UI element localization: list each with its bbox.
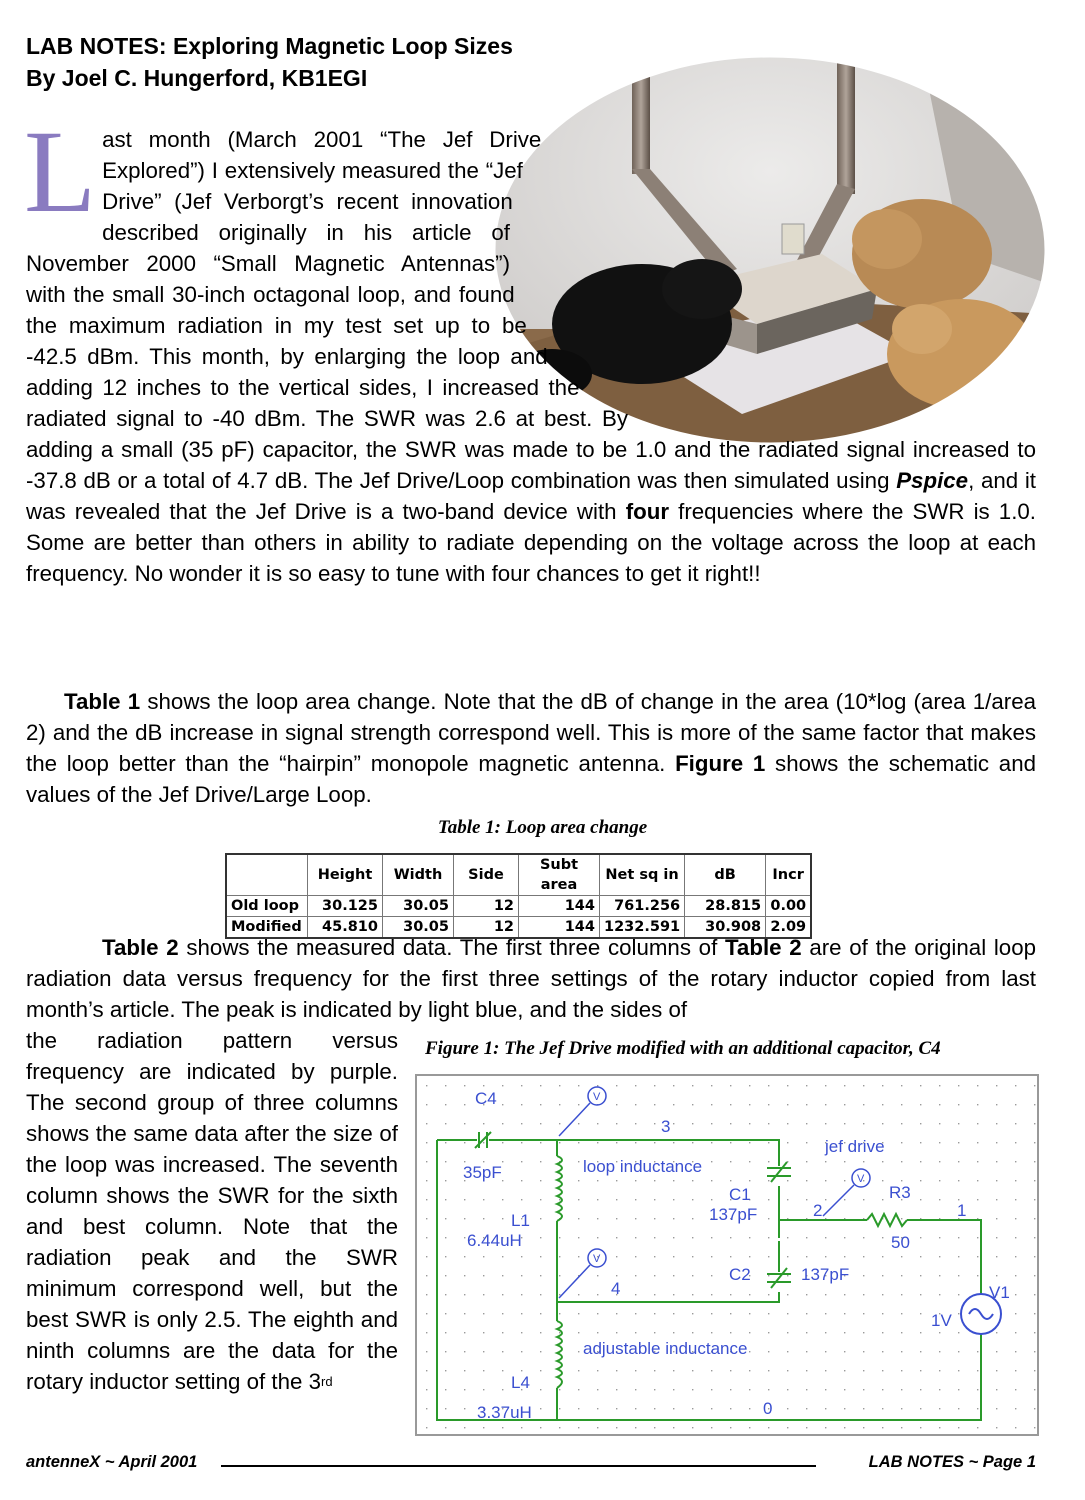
c1-value: 137pF <box>709 1205 758 1224</box>
table-cell: 30.125 <box>308 896 383 917</box>
table-cell: 0.00 <box>766 896 812 917</box>
paragraph-3 <box>26 932 1036 1025</box>
l4-label: L4 <box>511 1373 530 1392</box>
r3-label: R3 <box>889 1183 911 1202</box>
l1-label: L1 <box>511 1211 530 1230</box>
table-cell: 2.09 <box>766 917 812 939</box>
table-header: Net sq in <box>600 854 685 896</box>
table-cell: Modified <box>226 917 308 939</box>
table-header <box>226 854 308 896</box>
drop-cap: L <box>24 106 97 237</box>
r3-value: 50 <box>891 1233 910 1252</box>
paragraph-2 <box>26 686 1036 810</box>
footer-rule <box>221 1465 816 1467</box>
title-line-1: LAB NOTES: Exploring Magnetic Loop Sizes <box>26 33 513 59</box>
p2-table-ref: Table 1 <box>64 689 141 714</box>
figure1-caption: Figure 1: The Jef Drive modified with an additional capacitor, C4 <box>425 1038 941 1059</box>
probe-label: V <box>593 1091 601 1103</box>
table-header: Subt area <box>519 854 600 896</box>
p4-text: the radiation pattern versus frequency are indicated by purple. The second group of three columns shows the same data after the size of the loop was increased. The seventh column shows the SWR for the sixth and best column. Note that the radiation peak and the SWR minimum correspond well, but the best SWR is only 2.5. The eighth and ninth columns are the data for the rotary inductor setting of the 3 <box>26 1028 398 1394</box>
l4-value: 3.37uH <box>477 1403 532 1422</box>
page-footer <box>26 1453 1036 1477</box>
table-cell: 30.908 <box>685 917 766 939</box>
p2-text: shows the loop area change. Note that the dB of change in the area (10*log (area 1/area 2) and the dB increase in signal strength correspond well. This is more of the same factor that makes the loop better than the “hairpin” monopole magnetic antenna. <box>26 689 1037 776</box>
p1-end: frequencies where the SWR is 1.0. Some are better than others in ability to radiate depending on the voltage across the loop at each frequency. No wonder it is so easy to tune with four chances to get it right!! <box>26 499 1036 586</box>
table-cell: 12 <box>454 917 519 939</box>
probe-label: V <box>857 1173 865 1185</box>
v1-value: 1V <box>931 1311 952 1330</box>
table-header: Height <box>308 854 383 896</box>
loop-inductance-label: loop inductance <box>583 1157 703 1176</box>
node-1: 1 <box>957 1201 967 1220</box>
p3-text-1: shows the measured data. The first three columns of <box>178 935 725 960</box>
c1-label: C1 <box>729 1185 751 1204</box>
node-4: 4 <box>611 1279 621 1298</box>
p1-text: ast month (March 2001 “The Jef Drive Explored”) I extensively measured the “Jef Drive” (Jef Verborgt’s recent innovation described originally in his article of November 2000 “Small Magnetic Antennas”) with the small 30-inch octagonal loop, and found the maximum radiation in my test set up to be -42.5 dBm. This month, by enlarging the loop and adding 12 inches to the vertical sides, I increased the radiated signal to -40 dBm. The SWR was 2.6 at best. By adding a small (35 pF) capacitor, the SWR was made to be 1.0 and the radiated signal increased to -37.8 dB or a total of 4.7 dB. The Jef Drive/Loop combination was then simulated using <box>26 127 1036 493</box>
node-2: 2 <box>813 1201 823 1220</box>
table-header: dB <box>685 854 766 896</box>
paragraph-4 <box>26 1025 398 1397</box>
p3-table-ref-2: Table 2 <box>724 935 802 960</box>
schematic-figure <box>415 1074 1039 1436</box>
table1 <box>225 853 812 939</box>
c2-value: 137pF <box>801 1265 850 1284</box>
p2-end: shows the schematic and values of the Jef Drive/Large Loop. <box>26 751 1036 807</box>
l1-value: 6.44uH <box>467 1231 522 1250</box>
table-header: Incr <box>766 854 812 896</box>
p2-figure-ref: Figure 1 <box>675 751 766 776</box>
table-row <box>226 896 811 917</box>
table-cell: 761.256 <box>600 896 685 917</box>
adjustable-inductance-label: adjustable inductance <box>583 1339 748 1358</box>
p3-table-ref: Table 2 <box>102 935 179 960</box>
table-cell: 12 <box>454 896 519 917</box>
table-header-row <box>226 854 811 896</box>
footer-right: LAB NOTES ~ Page 1 <box>868 1453 1036 1471</box>
table-cell: 144 <box>519 917 600 939</box>
jef-drive-label: jef drive <box>825 1137 885 1156</box>
table-cell: 144 <box>519 896 600 917</box>
p4-sup: rd <box>320 1374 333 1389</box>
table-header: Side <box>454 854 519 896</box>
table-cell: 28.815 <box>685 896 766 917</box>
probe-label: V <box>593 1253 601 1265</box>
table-header: Width <box>383 854 454 896</box>
table-cell: Old loop <box>226 896 308 917</box>
v1-label: V1 <box>989 1283 1010 1302</box>
table-cell: 1232.591 <box>600 917 685 939</box>
c2-label: C2 <box>729 1265 751 1284</box>
table1-caption: Table 1: Loop area change <box>437 817 648 838</box>
p3-text-2: are of the original loop radiation data versus frequency for the first three settings of the rotary inductor copied from last month’s article. The peak is indicated by light blue, and the sides of <box>26 935 1036 1022</box>
byline: By Joel C. Hungerford, KB1EGI <box>26 65 368 91</box>
node-0: 0 <box>763 1399 773 1418</box>
table-cell: 45.810 <box>308 917 383 939</box>
c4-value: 35pF <box>463 1163 502 1182</box>
footer-left: antenneX ~ April 2001 <box>26 1453 198 1471</box>
c4-label: C4 <box>475 1089 497 1108</box>
node-3: 3 <box>661 1117 671 1136</box>
p1-four: four <box>625 499 670 524</box>
table-cell: 30.05 <box>383 917 454 939</box>
article-title <box>26 30 513 94</box>
p1-pspice: Pspice <box>896 468 969 493</box>
paragraph-1 <box>24 106 1037 589</box>
p1-mid: , and it was revealed that the Jef Drive is a two-band device with <box>26 468 1037 524</box>
table-cell: 30.05 <box>383 896 454 917</box>
